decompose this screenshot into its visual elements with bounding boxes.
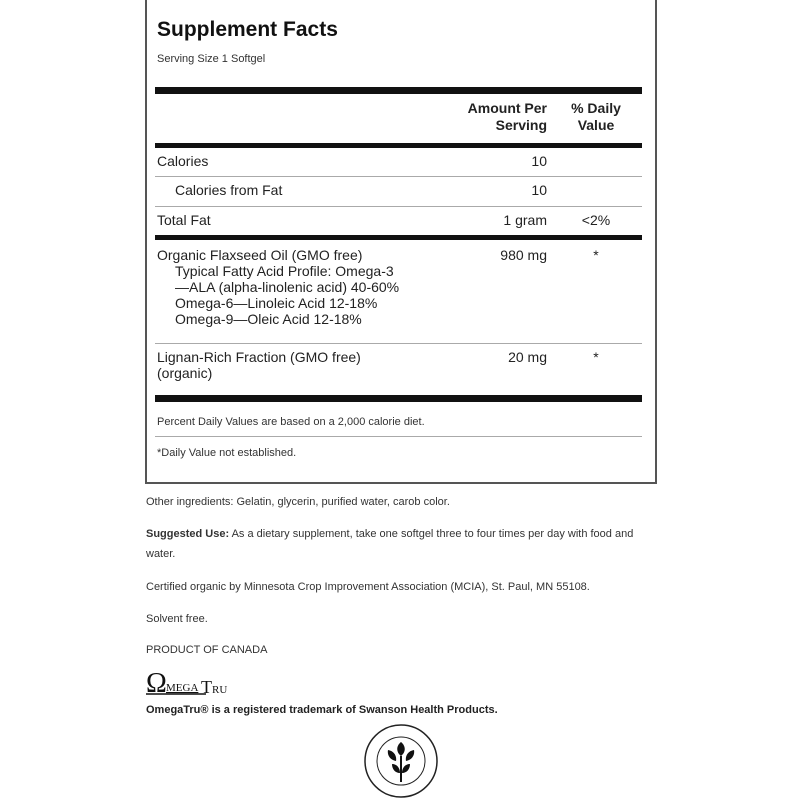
divider-thin xyxy=(155,436,642,437)
row-amount: 1 gram xyxy=(503,212,547,228)
row-label-line: (organic) xyxy=(157,365,213,381)
divider-thin xyxy=(155,176,642,177)
divider-thick xyxy=(155,395,642,402)
header-dv-line: Value xyxy=(577,117,615,133)
row-label: Total Fat xyxy=(157,212,211,228)
serving-size: Serving Size 1 Softgel xyxy=(157,53,266,65)
sub-line: Omega-6—Linoleic Acid 12-18% xyxy=(175,295,378,311)
trademark-note: OmegaTru® is a registered trademark of Swanson Health Products. xyxy=(146,704,498,716)
supplement-facts-panel xyxy=(145,0,657,484)
dv-note: *Daily Value not established. xyxy=(157,447,297,459)
suggested-use-text: As a dietary supplement, take one softgel three to four times per day with food and water. xyxy=(146,528,634,560)
divider-thick xyxy=(155,143,642,148)
sub-line: Typical Fatty Acid Profile: Omega-3 xyxy=(175,263,394,279)
row-label-line: Lignan-Rich Fraction (GMO free) xyxy=(157,349,361,365)
sub-line: Omega-9—Oleic Acid 12-18% xyxy=(175,311,362,327)
omegatru-logo-icon xyxy=(146,670,256,696)
row-dv: * xyxy=(593,349,599,365)
guarantee-seal xyxy=(362,722,440,805)
svg-text:T: T xyxy=(201,677,212,696)
svg-text:RU: RU xyxy=(212,684,228,696)
header-dv xyxy=(556,100,636,134)
header-dv-line: % Daily xyxy=(571,100,621,116)
row-amount: 980 mg xyxy=(500,247,547,263)
header-amount-line: Serving xyxy=(495,117,547,133)
other-ingredients: Other ingredients: Gelatin, glycerin, purified water, carob color. xyxy=(146,496,450,508)
row-dv: <2% xyxy=(581,212,611,228)
row-label: Calories from Fat xyxy=(175,182,283,198)
header-amount xyxy=(427,100,547,134)
row-amount: 10 xyxy=(531,182,547,198)
row-label: Organic Flaxseed Oil (GMO free) xyxy=(157,247,363,263)
row-amount: 20 mg xyxy=(508,349,547,365)
header-amount-line: Amount Per xyxy=(467,100,547,116)
solvent-free: Solvent free. xyxy=(146,613,208,625)
divider-thick xyxy=(155,87,642,94)
fatty-acid-profile xyxy=(175,263,399,327)
sub-line: —ALA (alpha-linolenic acid) 40-60% xyxy=(175,279,400,295)
svg-text:Ω: Ω xyxy=(146,670,167,696)
certified-organic: Certified organic by Minnesota Crop Improvement Association (MCIA), St. Paul, MN 55108. xyxy=(146,581,590,593)
divider-thick xyxy=(155,235,642,240)
panel-title: Supplement Facts xyxy=(157,18,338,41)
row-amount: 10 xyxy=(531,153,547,169)
svg-text:MEGA: MEGA xyxy=(166,682,199,694)
purity-seal-icon xyxy=(362,722,440,800)
product-origin: PRODUCT OF CANADA xyxy=(146,644,268,656)
divider-thin xyxy=(155,343,642,344)
row-dv: * xyxy=(593,247,599,263)
row-label: Calories xyxy=(157,153,209,169)
suggested-use-label: Suggested Use: xyxy=(146,528,230,540)
suggested-use xyxy=(146,524,656,564)
percent-note: Percent Daily Values are based on a 2,000 calorie diet. xyxy=(157,416,425,428)
divider-thin xyxy=(155,206,642,207)
omegatru-logo xyxy=(146,670,256,696)
row-label xyxy=(157,349,361,381)
